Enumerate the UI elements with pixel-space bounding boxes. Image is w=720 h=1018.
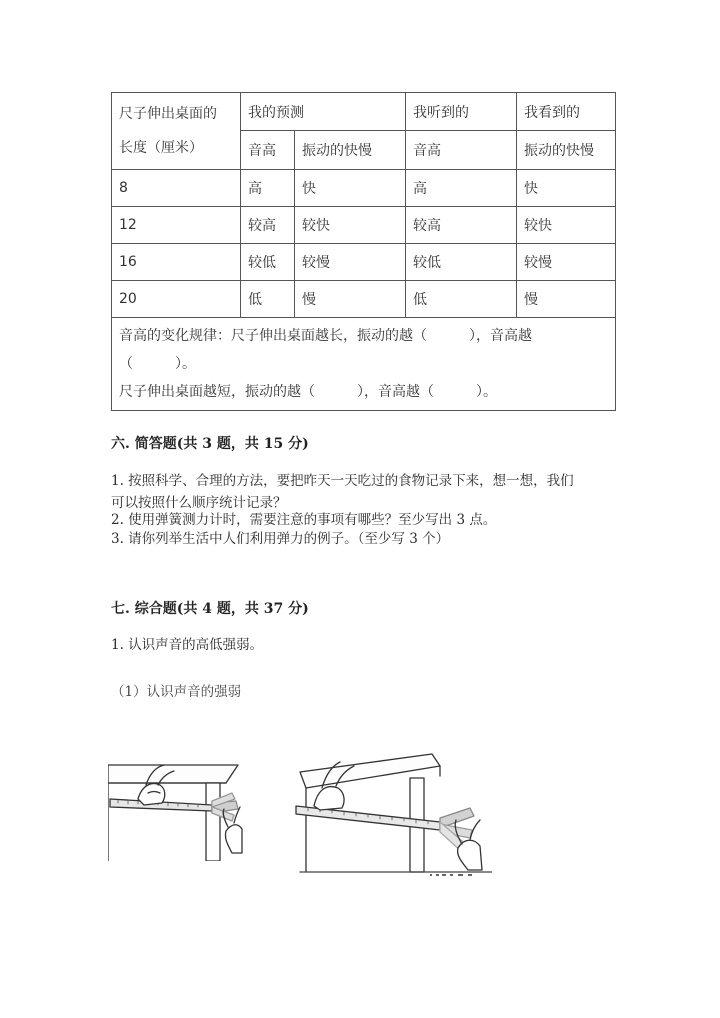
cell-seen: 较快 [517, 207, 616, 244]
question-6-3: 3. 请你列举生活中人们利用弹力的例子。（至少写 3 个） [111, 531, 450, 547]
cell-pred-pitch: 较低 [241, 244, 295, 281]
header-my-prediction: 我的预测 [241, 93, 406, 131]
cell-length: 12 [112, 207, 241, 244]
table-header-row [112, 93, 616, 131]
table-row [112, 170, 616, 207]
cell-pred-pitch: 较高 [241, 207, 295, 244]
question-6-1 [111, 470, 616, 514]
cell-pred-pitch: 高 [241, 170, 295, 207]
experiment-table [111, 92, 616, 411]
question-6-2: 2. 使用弹簧测力计时，需要注意的事项有哪些？至少写出 3 点。 [111, 512, 497, 528]
cell-length: 8 [112, 170, 241, 207]
cell-length: 20 [112, 281, 241, 318]
cell-seen: 慢 [517, 281, 616, 318]
subheader-speed-seen: 振动的快慢 [517, 131, 616, 170]
cell-seen: 较慢 [517, 244, 616, 281]
subheader-pitch-heard: 音高 [406, 131, 517, 170]
rule-line-1[interactable]: 音高的变化规律：尺子伸出桌面越长，振动的越（ ），音高越（ ）。 [119, 328, 532, 372]
cell-pred-speed: 较快 [295, 207, 406, 244]
cell-seen: 快 [517, 170, 616, 207]
table-row [112, 244, 616, 281]
cell-pred-speed: 慢 [295, 281, 406, 318]
ruler-pluck-strong-illustration [292, 752, 492, 878]
header-what-i-heard: 我听到的 [406, 93, 517, 131]
rule-line-2[interactable]: 尺子伸出桌面越短，振动的越（ ），音高越（ ）。 [119, 384, 497, 400]
ruler-pluck-gentle-illustration [108, 763, 243, 861]
rule-cell [112, 318, 616, 411]
subheader-speed-predict: 振动的快慢 [295, 131, 406, 170]
cell-length: 16 [112, 244, 241, 281]
cell-heard: 高 [406, 170, 517, 207]
header-length-line2: 长度（厘米） [119, 140, 203, 156]
question-7-1: 1. 认识声音的高低强弱。 [111, 637, 264, 653]
section-7-title: 七. 综合题(共 4 题，共 37 分) [111, 601, 309, 617]
question-6-1-line2: 可以按照什么顺序统计记录？ [111, 495, 287, 511]
table-row [112, 207, 616, 244]
cell-heard: 较高 [406, 207, 517, 244]
cell-heard: 较低 [406, 244, 517, 281]
table-row [112, 281, 616, 318]
cell-pred-pitch: 低 [241, 281, 295, 318]
question-7-1-sub1: （1）认识声音的强弱 [111, 684, 242, 700]
cell-pred-speed: 较慢 [295, 244, 406, 281]
table-rule-row [112, 318, 616, 411]
cell-heard: 低 [406, 281, 517, 318]
subheader-pitch-predict: 音高 [241, 131, 295, 170]
header-what-i-saw: 我看到的 [517, 93, 616, 131]
question-6-1-line1: 1. 按照科学、合理的方法，要把昨天一天吃过的食物记录下来，想一想，我们 [111, 473, 574, 489]
section-6-title: 六. 简答题(共 3 题，共 15 分) [111, 436, 309, 452]
cell-pred-speed: 快 [295, 170, 406, 207]
header-length-line1: 尺子伸出桌面的 [119, 106, 217, 122]
header-length [112, 93, 241, 170]
